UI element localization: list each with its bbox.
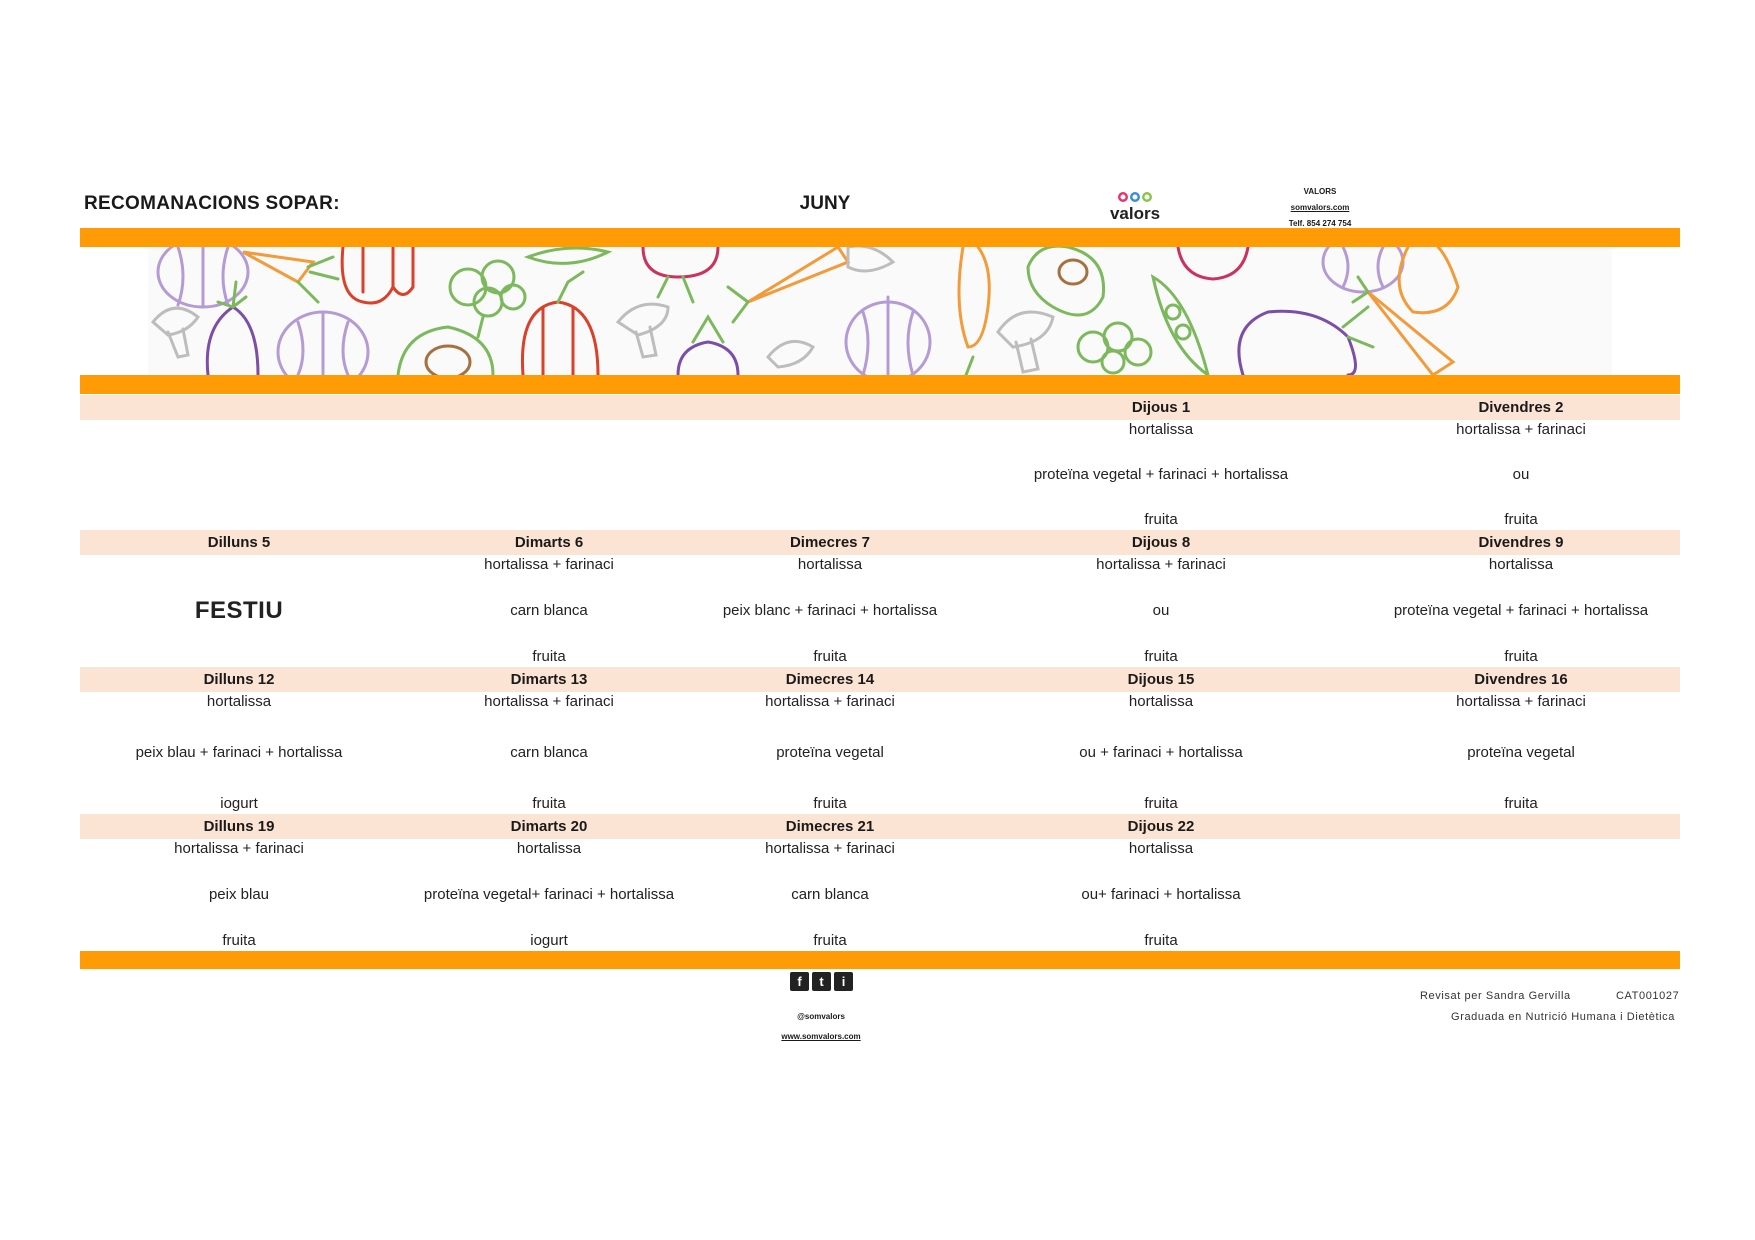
menu-item: fruita	[813, 932, 847, 949]
day-label: Dimarts 6	[514, 534, 584, 551]
day-label: Dimecres 7	[789, 534, 871, 551]
day-menu	[80, 839, 398, 951]
reviewer-line	[1420, 990, 1680, 1002]
day-menu	[398, 420, 700, 530]
valors-logo	[1100, 188, 1170, 228]
day-label: Divendres 9	[1478, 534, 1564, 551]
day-menu	[1362, 420, 1680, 530]
day-label: Dilluns 19	[203, 818, 275, 835]
week-menu	[80, 692, 1680, 814]
day-label: Dilluns 5	[207, 534, 271, 551]
eggplant-icon	[207, 282, 258, 375]
day-label	[1362, 814, 1680, 839]
squash-icon	[959, 247, 989, 375]
broccoli-icon	[1078, 323, 1151, 373]
day-label: Dimarts 20	[510, 818, 588, 835]
eggplant-icon	[1239, 307, 1373, 375]
carrot-icon	[243, 252, 338, 302]
day-label: Dijous 8	[1131, 534, 1191, 551]
day-menu	[960, 555, 1362, 667]
week-header	[80, 667, 1680, 692]
menu-item: ou	[1152, 602, 1170, 619]
contact-block	[1270, 184, 1370, 232]
menu-item: hortalissa + farinaci	[765, 693, 895, 710]
carrot-icon	[1353, 277, 1453, 375]
menu-item: hortalissa + farinaci	[1096, 556, 1226, 573]
avocado-icon	[1028, 247, 1104, 315]
menu-item: fruita	[532, 795, 566, 812]
radish-icon	[1178, 247, 1248, 279]
day-menu	[80, 555, 398, 667]
week-header	[80, 530, 1680, 555]
day-menu	[398, 839, 700, 951]
day-label	[398, 395, 700, 420]
day-menu	[1362, 555, 1680, 667]
social-handle: @somvalors	[797, 1012, 845, 1021]
day-menu	[398, 692, 700, 814]
onion-icon	[846, 297, 930, 375]
day-label: Dijous 1	[1131, 399, 1191, 416]
week-header	[80, 395, 1680, 420]
menu-item: ou + farinaci + hortalissa	[1079, 744, 1243, 761]
holiday-label: FESTIU	[194, 597, 284, 624]
month-title: JUNY	[799, 193, 851, 214]
menu-item: fruita	[813, 648, 847, 665]
menu-item: proteïna vegetal + farinaci + hortalissa	[1393, 602, 1649, 619]
menu-item: hortalissa	[206, 693, 272, 710]
footer-website-link[interactable]: www.somvalors.com	[781, 1032, 861, 1041]
day-label: Divendres 2	[1478, 399, 1564, 416]
document-code: CAT001027	[1616, 990, 1680, 1002]
company-name: VALORS	[1303, 187, 1337, 196]
menu-item: fruita	[1144, 795, 1178, 812]
menu-item: hortalissa	[1128, 693, 1194, 710]
menu-item: fruita	[1504, 795, 1538, 812]
menu-item: fruita	[1504, 511, 1538, 528]
week-menu	[80, 555, 1680, 667]
day-label: Divendres 16	[1474, 671, 1568, 688]
menu-item: fruita	[1144, 932, 1178, 949]
day-label	[700, 395, 960, 420]
day-label	[80, 395, 398, 420]
week-menu	[80, 839, 1680, 951]
day-label: Dijous 22	[1127, 818, 1195, 835]
menu-item: fruita	[1504, 648, 1538, 665]
day-menu	[1362, 839, 1680, 951]
menu-item: proteïna vegetal + farinaci + hortalissa	[1033, 466, 1289, 483]
company-phone: Telf. 854 274 754	[1288, 219, 1352, 228]
menu-item: peix blau	[208, 886, 270, 903]
orange-bar-middle	[80, 375, 1680, 394]
menu-item: hortalissa	[1128, 421, 1194, 438]
menu-item: hortalissa + farinaci	[484, 556, 614, 573]
peapod-icon	[528, 248, 608, 263]
vegetable-banner	[148, 247, 1612, 375]
day-menu	[700, 420, 960, 530]
pepper-icon	[522, 272, 598, 375]
carrot-icon	[728, 247, 848, 322]
menu-item: fruita	[532, 648, 566, 665]
dinner-menu-table	[80, 395, 1680, 951]
menu-item: ou+ farinaci + hortalissa	[1081, 886, 1241, 903]
company-website[interactable]: somvalors.com	[1290, 203, 1350, 212]
menu-item: proteïna vegetal	[776, 744, 884, 761]
menu-item: hortalissa + farinaci	[1456, 421, 1586, 438]
week-header	[80, 814, 1680, 839]
social-icons	[790, 972, 856, 994]
mushroom-icon	[618, 304, 668, 357]
day-menu	[700, 692, 960, 814]
reviewer-name: Revisat per Sandra Gervilla	[1420, 990, 1571, 1002]
menu-item: carn blanca	[510, 602, 588, 619]
reviewer-degree: Graduada en Nutrició Humana i Dietètica	[1451, 1011, 1675, 1023]
menu-item: hortalissa	[1128, 840, 1194, 857]
logo-text: valors	[1109, 204, 1161, 223]
day-menu	[700, 839, 960, 951]
mushroom-icon	[768, 247, 893, 367]
week-menu	[80, 420, 1680, 530]
instagram-icon[interactable]: i	[834, 972, 853, 991]
eggplant-icon	[678, 317, 738, 375]
broccoli-icon	[450, 261, 525, 337]
menu-item: proteïna vegetal	[1467, 744, 1575, 761]
pepper-icon	[342, 247, 413, 303]
day-label: Dilluns 12	[203, 671, 275, 688]
menu-item: hortalissa + farinaci	[484, 693, 614, 710]
day-label: Dimecres 21	[785, 818, 875, 835]
day-menu	[960, 420, 1362, 530]
menu-item: iogurt	[530, 932, 568, 949]
menu-item: carn blanca	[791, 886, 869, 903]
menu-item: ou	[1512, 466, 1530, 483]
menu-item: hortalissa + farinaci	[765, 840, 895, 857]
onion-icon	[278, 312, 368, 375]
menu-item: hortalissa	[516, 840, 582, 857]
day-menu	[960, 839, 1362, 951]
menu-item: fruita	[1144, 648, 1178, 665]
day-label: Dijous 15	[1127, 671, 1195, 688]
menu-item: fruita	[1144, 511, 1178, 528]
facebook-icon[interactable]: f	[790, 972, 809, 991]
menu-item: peix blau + farinaci + hortalissa	[135, 744, 343, 761]
twitter-icon[interactable]: t	[812, 972, 831, 991]
squash-icon	[1399, 247, 1458, 313]
day-menu	[1362, 692, 1680, 814]
menu-item: hortalissa + farinaci	[174, 840, 304, 857]
menu-item: hortalissa	[797, 556, 863, 573]
day-menu	[960, 692, 1362, 814]
menu-item: proteïna vegetal+ farinaci + hortalissa	[423, 886, 675, 903]
menu-item: fruita	[813, 795, 847, 812]
radish-icon	[643, 247, 718, 302]
day-label: Dimarts 13	[510, 671, 588, 688]
day-label: Dimecres 14	[785, 671, 875, 688]
mushroom-icon	[153, 308, 198, 357]
day-menu	[398, 555, 700, 667]
menu-item: hortalissa + farinaci	[1456, 693, 1586, 710]
menu-item: hortalissa	[1488, 556, 1554, 573]
day-menu	[700, 555, 960, 667]
orange-bar-top	[80, 228, 1680, 247]
menu-item: carn blanca	[510, 744, 588, 761]
day-menu	[80, 420, 398, 530]
page-title: RECOMANACIONS SOPAR:	[84, 193, 340, 214]
peapod-icon	[1153, 277, 1208, 375]
day-menu	[80, 692, 398, 814]
menu-item: peix blanc + farinaci + hortalissa	[722, 602, 938, 619]
mushroom-icon	[998, 312, 1053, 372]
menu-item: iogurt	[220, 795, 258, 812]
menu-item: fruita	[222, 932, 256, 949]
orange-bar-bottom	[80, 951, 1680, 969]
